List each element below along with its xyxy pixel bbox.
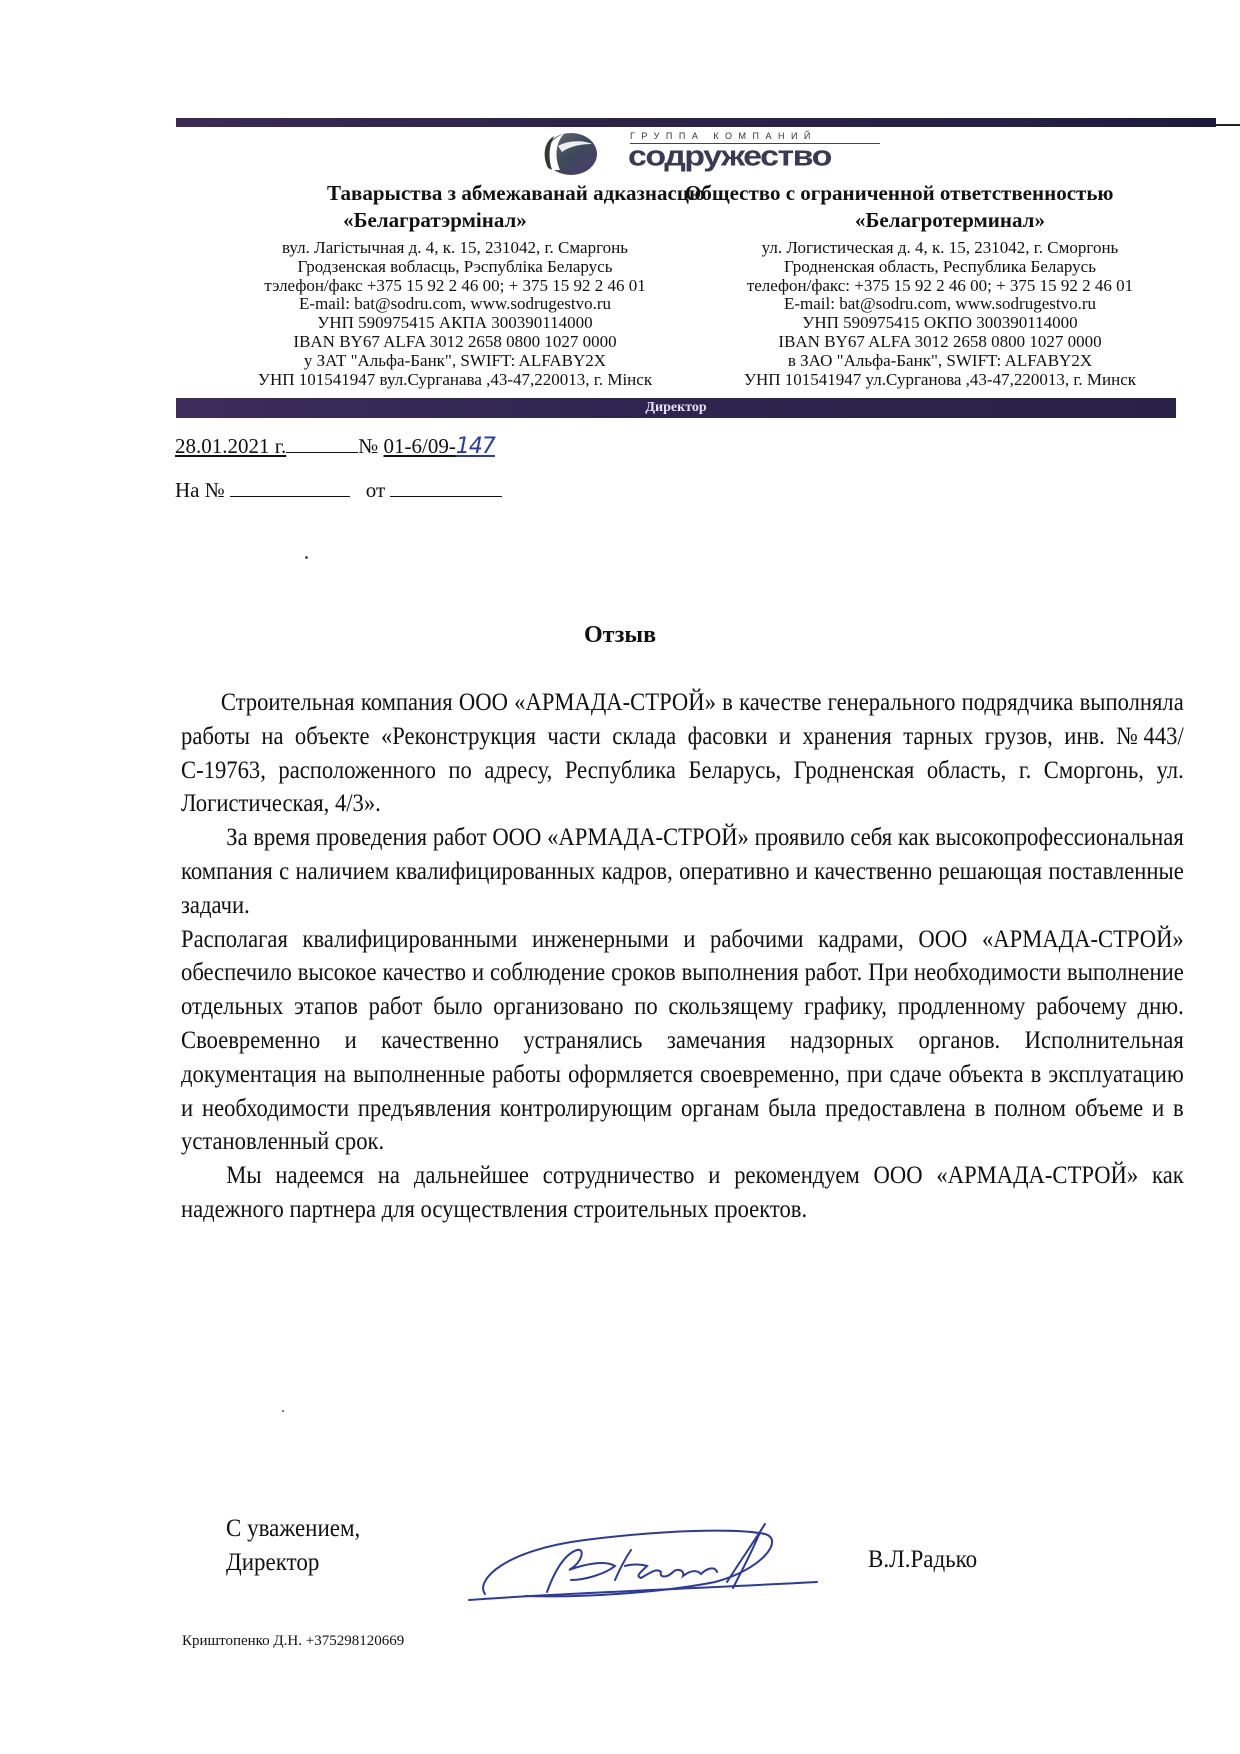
reference-line [175, 434, 495, 459]
phone-line: тэлефон/факс +375 15 92 2 46 00; + 375 15 92 2 46 01 [264, 275, 646, 295]
body-paragraph: Мы надеемся на дальнейшее сотрудничество и рекомендуем ООО «АРМАДА-СТРОЙ» как надежного партнера для осуществления строительных проектов. [181, 1162, 1184, 1223]
logo-globe-icon [540, 130, 598, 176]
reply-from-label: от [365, 478, 386, 502]
company-details-ru [680, 239, 1200, 389]
tax-id-line: УНП 590975415 ОКПО 300390114000 [802, 313, 1078, 333]
email-line: E-mail: bat@sodru.com, www.sodrugestvo.ru [783, 294, 1096, 314]
tax-id-line: УНП 590975415 АКПА 300390114000 [317, 313, 593, 333]
letterhead-left-column [220, 181, 705, 389]
iban-line: IBAN BY67 ALFA 3012 2658 0800 1027 0000 [778, 331, 1102, 351]
document-body [181, 686, 1184, 1227]
closing-block [226, 1512, 360, 1580]
header-rule [176, 118, 1216, 127]
number-label: № [358, 434, 379, 458]
email-line: E-mail: bat@sodru.com, www.sodrugestvo.ru [298, 294, 611, 314]
scan-speck [305, 556, 308, 559]
company-logo [540, 128, 880, 180]
company-legal-form-ru: Общество с ограниченной ответственностью [685, 181, 1114, 205]
signature [465, 1510, 825, 1610]
letterhead-right-column [680, 183, 1200, 389]
company-name-by: «Белагратэрмінал» [343, 208, 527, 232]
logo-brand-name: содружество [628, 140, 831, 173]
letter-number: 01-6/09- [383, 434, 456, 458]
address-line: Гродненская область, Республика Беларусь [784, 256, 1096, 276]
reply-date-blank [390, 495, 502, 497]
reply-reference-line [175, 478, 502, 503]
bank-line: у ЗАТ "Альфа-Банк", SWIFT: ALFABY2X [303, 350, 607, 370]
date-blank [286, 451, 358, 453]
body-paragraph: За время проведения работ ООО «АРМАДА-СТРОЙ» проявило себя как высокопрофессиональная компания с наличием квалифицированных кадров, оперативно и качественно решающая поставленные задачи. [181, 824, 1184, 919]
address-line: ул. Логистическая д. 4, к. 15, 231042, г. Сморгонь [761, 238, 1119, 257]
logo-group-label: ГРУППА КОМПАНИЙ [630, 131, 817, 141]
address-line: вул. Лагістычная д. 4, к. 15, 231042, г. Смаргонь [281, 238, 628, 257]
phone-line: телефон/факс: +375 15 92 2 46 00; + 375 15 92 2 46 01 [746, 275, 1134, 295]
address-line: Гродзенская вобласць, Рэспубліка Беларусь [297, 256, 613, 276]
director-bar: Директор [176, 398, 1176, 418]
reply-number-blank [230, 495, 350, 497]
company-legal-form-by: Таварыства з абмежаванай адказнасцю [327, 181, 705, 205]
signer-name: В.Л.Радько [868, 1546, 978, 1573]
bank-address-line: УНП 101541947 ул.Сурганова ,43-47,220013, г. Минск [743, 369, 1137, 389]
closing-position: Директор [226, 1549, 320, 1576]
header-rule-tail [1216, 124, 1240, 126]
letter-number-handwritten: 147 [455, 434, 495, 459]
bank-address-line: УНП 101541947 вул.Сурганава ,43-47,220013, г. Мінск [257, 369, 653, 389]
document-title: Отзыв [583, 622, 657, 648]
letter-date: 28.01.2021 г. [175, 434, 287, 458]
scan-speck [282, 1410, 284, 1412]
company-name-ru: «Белагротерминал» [855, 208, 1045, 232]
body-paragraph: Располагая квалифицированными инженерными и рабочими кадрами, ООО «АРМАДА-СТРОЙ» обеспечило высокое качество и соблюдение сроков выполнения работ. При необходимости выполнение отдельных этапов работ было организовано по скользящему графику, продленному рабочему дню. Своевременно и качественно устранялись замечания надзорных органов. Исполнительная документация на выполненные работы оформляется своевременно, при сдаче объекта в эксплуатацию и необходимости предъявления контролирующим органам была предоставлена в полном объеме и в установленный срок. [181, 925, 1184, 1156]
body-paragraph: Строительная компания ООО «АРМАДА-СТРОЙ» в качестве генерального подрядчика выполняла работы на объекте «Реконструкция части склада фасовки и хранения тарных грузов, инв. №443/С-19763, расположенного по адресу, Республика Беларусь, Гродненская область, г. Сморгонь, ул. Логистическая, 4/3». [181, 689, 1184, 818]
reply-number-label: На № [175, 478, 225, 502]
company-details-by [220, 239, 690, 389]
iban-line: IBAN BY67 ALFA 3012 2658 0800 1027 0000 [293, 331, 617, 351]
contact-person: Криштопенко Д.Н. +375298120669 [182, 1633, 405, 1649]
closing-regards: С уважением, [226, 1515, 361, 1542]
bank-line: в ЗАО "Альфа-Банк", SWIFT: ALFABY2X [787, 350, 1093, 370]
